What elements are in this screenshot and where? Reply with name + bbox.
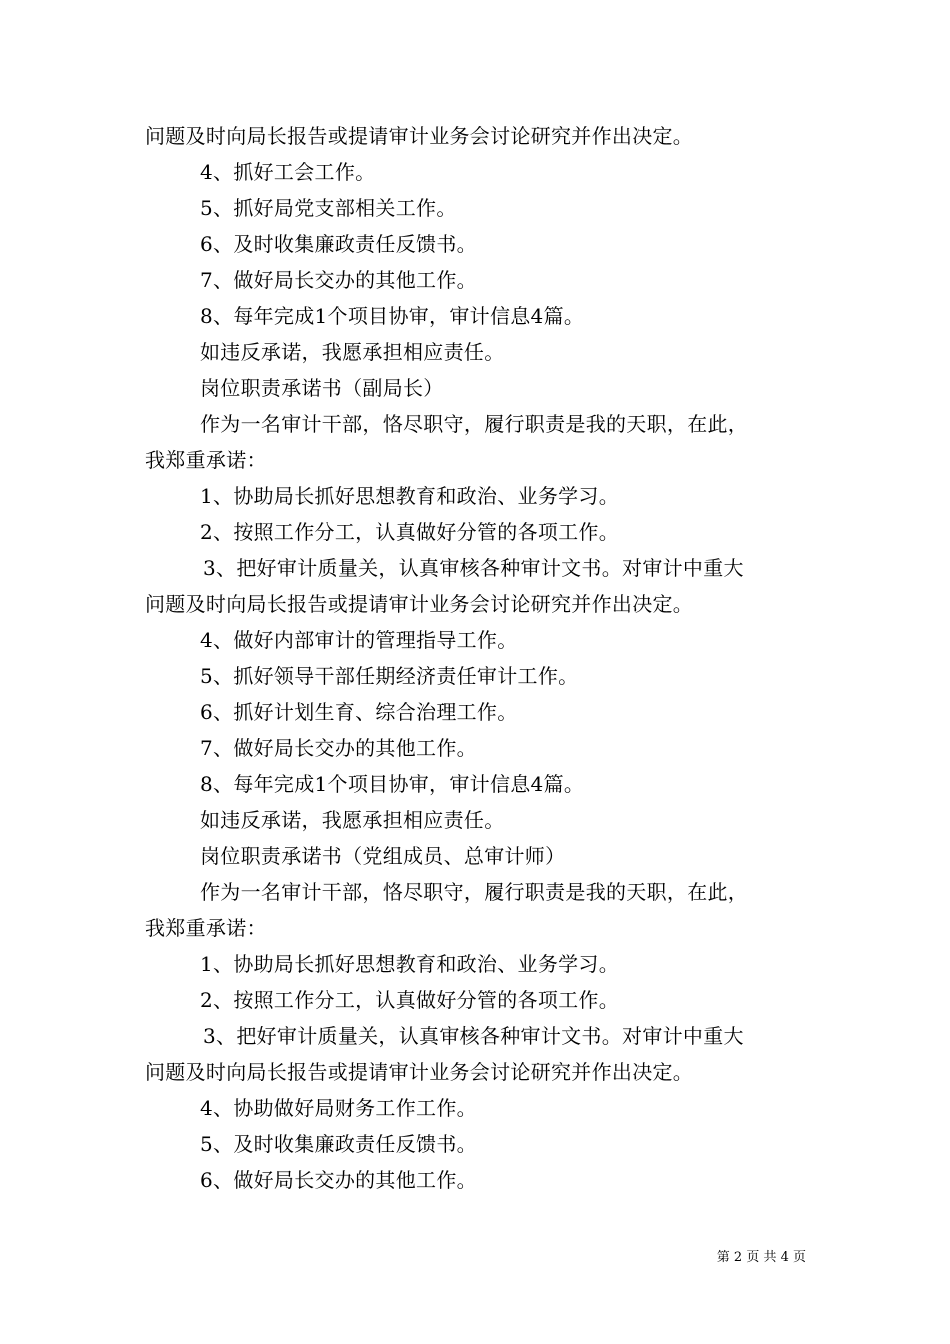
intro-continuation: 我郑重承诺：	[145, 448, 267, 472]
list-item: 4、抓好工会工作。	[200, 160, 376, 184]
page-number: 第 2 页 共 4 页	[716, 1250, 806, 1265]
list-item: 6、及时收集廉政责任反馈书。	[200, 232, 477, 256]
list-item: 8、每年完成1个项目协审，审计信息4篇。	[200, 304, 585, 328]
list-item: 6、做好局长交办的其他工作。	[200, 1168, 477, 1192]
list-item: 1、协助局长抓好思想教育和政治、业务学习。	[200, 952, 620, 976]
list-item: 3、把好审计质量关，认真审核各种审计文书。对审计中重大	[203, 556, 744, 580]
intro-line: 作为一名审计干部，恪尽职守，履行职责是我的天职，在此，	[200, 880, 749, 904]
section-heading: 岗位职责承诺书（党组成员、总审计师）	[200, 844, 566, 868]
list-item: 7、做好局长交办的其他工作。	[200, 268, 477, 292]
list-item: 2、按照工作分工，认真做好分管的各项工作。	[200, 988, 620, 1012]
document-body	[145, 118, 810, 1198]
list-item: 4、做好内部审计的管理指导工作。	[200, 628, 518, 652]
list-item: 8、每年完成1个项目协审，审计信息4篇。	[200, 772, 585, 796]
intro-continuation: 我郑重承诺：	[145, 916, 267, 940]
list-item-continuation: 问题及时向局长报告或提请审计业务会讨论研究并作出决定。	[145, 1060, 694, 1084]
section-heading: 岗位职责承诺书（副局长）	[200, 376, 444, 400]
list-item: 5、抓好领导干部任期经济责任审计工作。	[200, 664, 579, 688]
list-item: 7、做好局长交办的其他工作。	[200, 736, 477, 760]
list-item: 5、及时收集廉政责任反馈书。	[200, 1132, 477, 1156]
closing-statement: 如违反承诺，我愿承担相应责任。	[200, 340, 505, 364]
body-line: 问题及时向局长报告或提请审计业务会讨论研究并作出决定。	[145, 124, 694, 148]
closing-statement: 如违反承诺，我愿承担相应责任。	[200, 808, 505, 832]
list-item: 4、协助做好局财务工作工作。	[200, 1096, 477, 1120]
list-item: 5、抓好局党支部相关工作。	[200, 196, 457, 220]
list-item: 3、把好审计质量关，认真审核各种审计文书。对审计中重大	[203, 1024, 744, 1048]
list-item: 6、抓好计划生育、综合治理工作。	[200, 700, 518, 724]
list-item: 1、协助局长抓好思想教育和政治、业务学习。	[200, 484, 620, 508]
list-item: 2、按照工作分工，认真做好分管的各项工作。	[200, 520, 620, 544]
intro-line: 作为一名审计干部，恪尽职守，履行职责是我的天职，在此，	[200, 412, 749, 436]
list-item-continuation: 问题及时向局长报告或提请审计业务会讨论研究并作出决定。	[145, 592, 694, 616]
